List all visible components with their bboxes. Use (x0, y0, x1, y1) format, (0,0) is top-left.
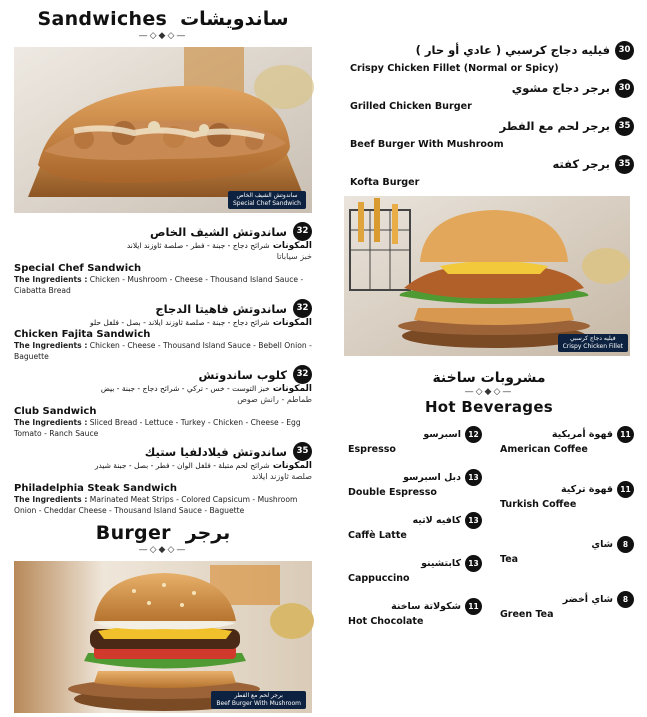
beverage-caffe-latte: كافيه لاتيه 13 Caffè Latte (344, 510, 482, 550)
price-badge: 32 (293, 299, 312, 318)
menu-item-club-sandwich: كلوب ساندوتش 32 المكونات خبز التوست - خس - تركي - شرائح دجاج - جبنة - بيض طماطم - رانش صوص Club Sandwich The Ingredients : Sliced Bread - Lettuce - Turkey - Chicken - Cheese - Egg Tomato - Ranch Sauce (14, 365, 312, 439)
crispy-chicken-illustration (344, 196, 630, 356)
burger-item-beef-burger-mushroom: برجر لحم مع الفطر 35 Beef Burger With Mushroom (344, 116, 634, 154)
burger-item-crispy-chicken-fillet: فيليه دجاج كرسبي ( عادي أو حار ) 30 Crispy Chicken Fillet (Normal or Spicy) (344, 40, 634, 78)
price-badge: 11 (617, 426, 634, 443)
price-badge: 30 (615, 79, 634, 98)
sandwich-illustration (14, 47, 312, 213)
photo-caption: ساندوتش الشيف الخاص Special Chef Sandwich (228, 191, 306, 209)
price-badge: 8 (617, 591, 634, 608)
special-chef-sandwich-photo (14, 47, 312, 213)
beverage-double-espresso: دبل اسبرسو 13 Double Espresso (344, 467, 482, 507)
menu-item-chicken-fajita-sandwich: ساندوتش فاهيتا الدجاج 32 المكونات شرائح دجاج - جبنة - صلصة ثاوزند ايلاند - بصل - فلفل حلو Chicken Fajita Sandwich The Ingredients : Chicken - Cheese - Thousand Island Sauce - Bebell Onion - Baguette (14, 299, 312, 362)
beverages-left-column (344, 424, 482, 639)
beverage-turkish-coffee: قهوة تركية 11 Turkish Coffee (496, 479, 634, 531)
beef-burger-photo (14, 561, 312, 713)
sandwiches-title-en: Sandwiches (37, 8, 168, 30)
sandwiches-title (14, 8, 312, 30)
ornament-divider: —◇◆◇— (138, 31, 188, 41)
left-column (14, 0, 312, 713)
beverages-right-column (496, 424, 634, 639)
menu-item-special-chef-sandwich: ساندوتش الشيف الخاص 32 المكونات شرائح دجاج - جبنة - فطر - صلصة ثاوزند ايلاند خبز سياباتا Special Chef Sandwich The Ingredients : Chicken - Mushroom - Cheese - Thousand Island Sauce - Ciabatta Bread (14, 222, 312, 296)
burger-item-kofta-burger: برجر كفته 35 Kofta Burger (344, 154, 634, 192)
price-badge: 35 (615, 155, 634, 174)
menu-item-philadelphia-steak-sandwich: ساندوتش فيلادلفيا ستيك 35 المكونات شرائح لحم متبلة - فلفل الوان - فطر - بصل - جبنة شيدر صلصة ثاوزند ايلاند Philadelphia Steak Sandwich The Ingredients : Marinated Meat Strips - Colored Capsicum - Mushroom Onion - Cheddar Cheese - Thousand Island Sauce - Baguette (14, 442, 312, 516)
price-badge: 32 (293, 222, 312, 241)
price-badge: 11 (465, 598, 482, 615)
burger-item-grilled-chicken-burger: برجر دجاج مشوي 30 Grilled Chicken Burger (344, 78, 634, 116)
hot-beverages-title-en: Hot Beverages (424, 398, 554, 416)
price-badge: 8 (617, 536, 634, 553)
price-badge: 30 (615, 41, 634, 60)
burger-title (14, 522, 312, 544)
price-badge: 13 (465, 555, 482, 572)
crispy-chicken-fillet-photo (344, 196, 634, 356)
ornament-divider: —◇◆◇— (138, 545, 188, 555)
ornament-divider: —◇◆◇— (464, 387, 514, 397)
beverage-cappuccino: كابتشينو 13 Cappuccino (344, 553, 482, 593)
price-badge: 35 (615, 117, 634, 136)
beverage-american-coffee: قهوة أمريكية 11 American Coffee (496, 424, 634, 476)
price-badge: 32 (293, 365, 312, 384)
price-badge: 35 (293, 442, 312, 461)
burger-title-ar: برجر (185, 522, 231, 544)
photo-caption: فيليه دجاج كرسبي Crispy Chicken Fillet (558, 334, 628, 352)
price-badge: 13 (465, 512, 482, 529)
beverage-espresso: اسبرسو 12 Espresso (344, 424, 482, 464)
price-badge: 12 (465, 426, 482, 443)
hot-beverages-title-ar: مشروبات ساخنة (432, 370, 546, 386)
price-badge: 13 (465, 469, 482, 486)
sandwiches-title-ar: ساندويشات (180, 8, 289, 30)
right-column (344, 0, 634, 639)
burger-title-en: Burger (95, 522, 171, 544)
beverages-grid (344, 424, 634, 639)
beverage-hot-chocolate: شكولاتة ساخنة 11 Hot Chocolate (344, 596, 482, 636)
price-badge: 11 (617, 481, 634, 498)
photo-caption: برجر لحم مع الفطر Beef Burger With Mushroom (211, 691, 306, 709)
beverage-tea: شاي 8 Tea (496, 534, 634, 586)
beverage-green-tea: شاي أخضر 8 Green Tea (496, 589, 634, 633)
